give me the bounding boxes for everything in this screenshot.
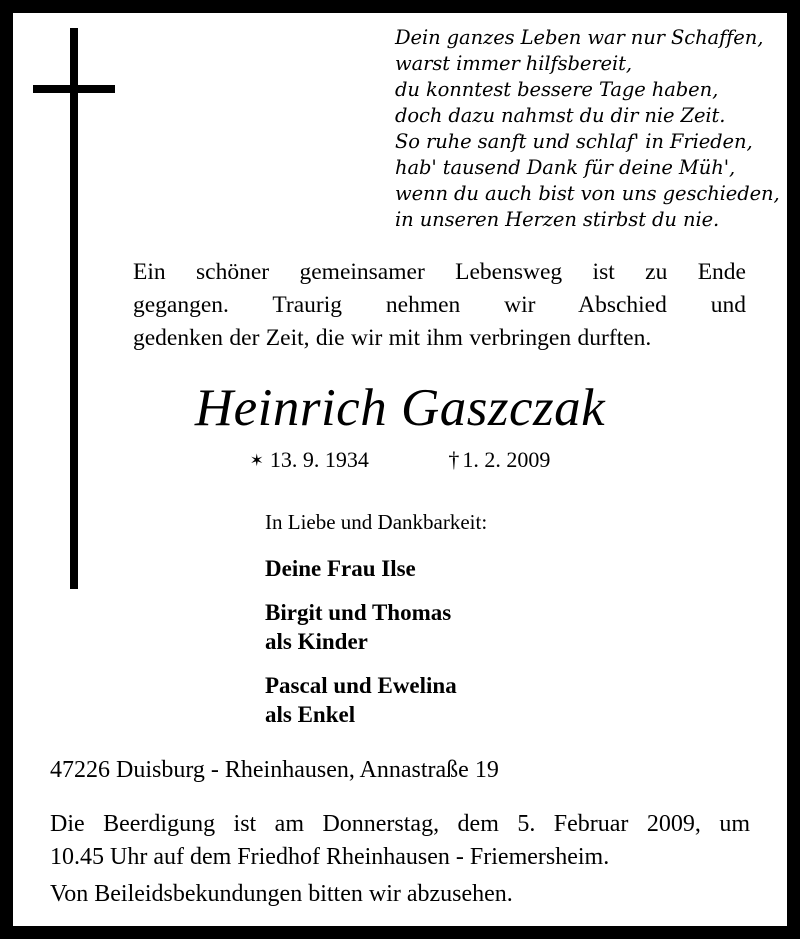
poem-line: wenn du auch bist von uns geschieden, <box>395 182 780 205</box>
death-date-group <box>448 445 550 475</box>
survivor-group <box>265 598 665 656</box>
survivor-names: Birgit und Thomas <box>265 600 452 625</box>
funeral-line: 10.45 Uhr auf dem Friedhof Rheinhausen - Friemersheim. <box>50 844 610 870</box>
funeral-details <box>50 808 750 874</box>
life-dates <box>13 445 787 476</box>
poem-line: Dein ganzes Leben war nur Schaffen, <box>395 26 764 49</box>
memorial-poem <box>395 25 780 233</box>
survivor-names: Pascal und Ewelina <box>265 673 457 698</box>
address-line: 47226 Duisburg - Rheinhausen, Annastraße 19 <box>50 757 499 783</box>
deceased-name: Heinrich Gaszczak <box>194 379 606 437</box>
intro-paragraph <box>133 256 746 355</box>
poem-line: So ruhe sanft und schlaf' in Frieden, <box>395 130 753 153</box>
cross-vertical-bar <box>70 28 78 589</box>
poem-line: warst immer hilfsbereit, <box>395 52 632 75</box>
funeral-line: Die Beerdigung ist am Donnerstag, dem 5. Februar 2009, um <box>50 811 750 837</box>
birth-date: 13. 9. 1934 <box>269 447 369 472</box>
poem-line: du konntest bessere Tage haben, <box>395 78 719 101</box>
death-date: 1. 2. 2009 <box>462 447 551 472</box>
survivor-names: Deine Frau Ilse <box>265 556 416 581</box>
survivor-role: als Enkel <box>265 702 356 727</box>
survivor-group <box>265 671 665 729</box>
birth-star-icon: ✶ <box>249 451 264 470</box>
intro-line: gegangen. Traurig nehmen wir Abschied und <box>133 292 746 318</box>
survivor-role: als Kinder <box>265 629 368 654</box>
christian-cross-icon <box>13 13 143 613</box>
intro-line: gedenken der Zeit, die wir mit ihm verbringen durften. <box>133 325 652 351</box>
condolence-note: Von Beileidsbekundungen bitten wir abzusehen. <box>50 881 513 907</box>
poem-line: hab' tausend Dank für deine Müh', <box>395 156 736 179</box>
intro-line: Ein schöner gemeinsamer Lebensweg ist zu Ende <box>133 259 746 285</box>
survivors-block <box>265 508 665 744</box>
cross-horizontal-bar <box>33 85 115 93</box>
death-cross-icon: † <box>448 447 460 472</box>
birth-date-group <box>250 445 369 476</box>
notice-body <box>13 13 787 926</box>
survivors-intro: In Liebe und Dankbarkeit: <box>265 510 488 534</box>
poem-line: doch dazu nahmst du dir nie Zeit. <box>395 104 726 127</box>
poem-line: in unseren Herzen stirbst du nie. <box>395 208 720 231</box>
survivor-group <box>265 554 665 583</box>
